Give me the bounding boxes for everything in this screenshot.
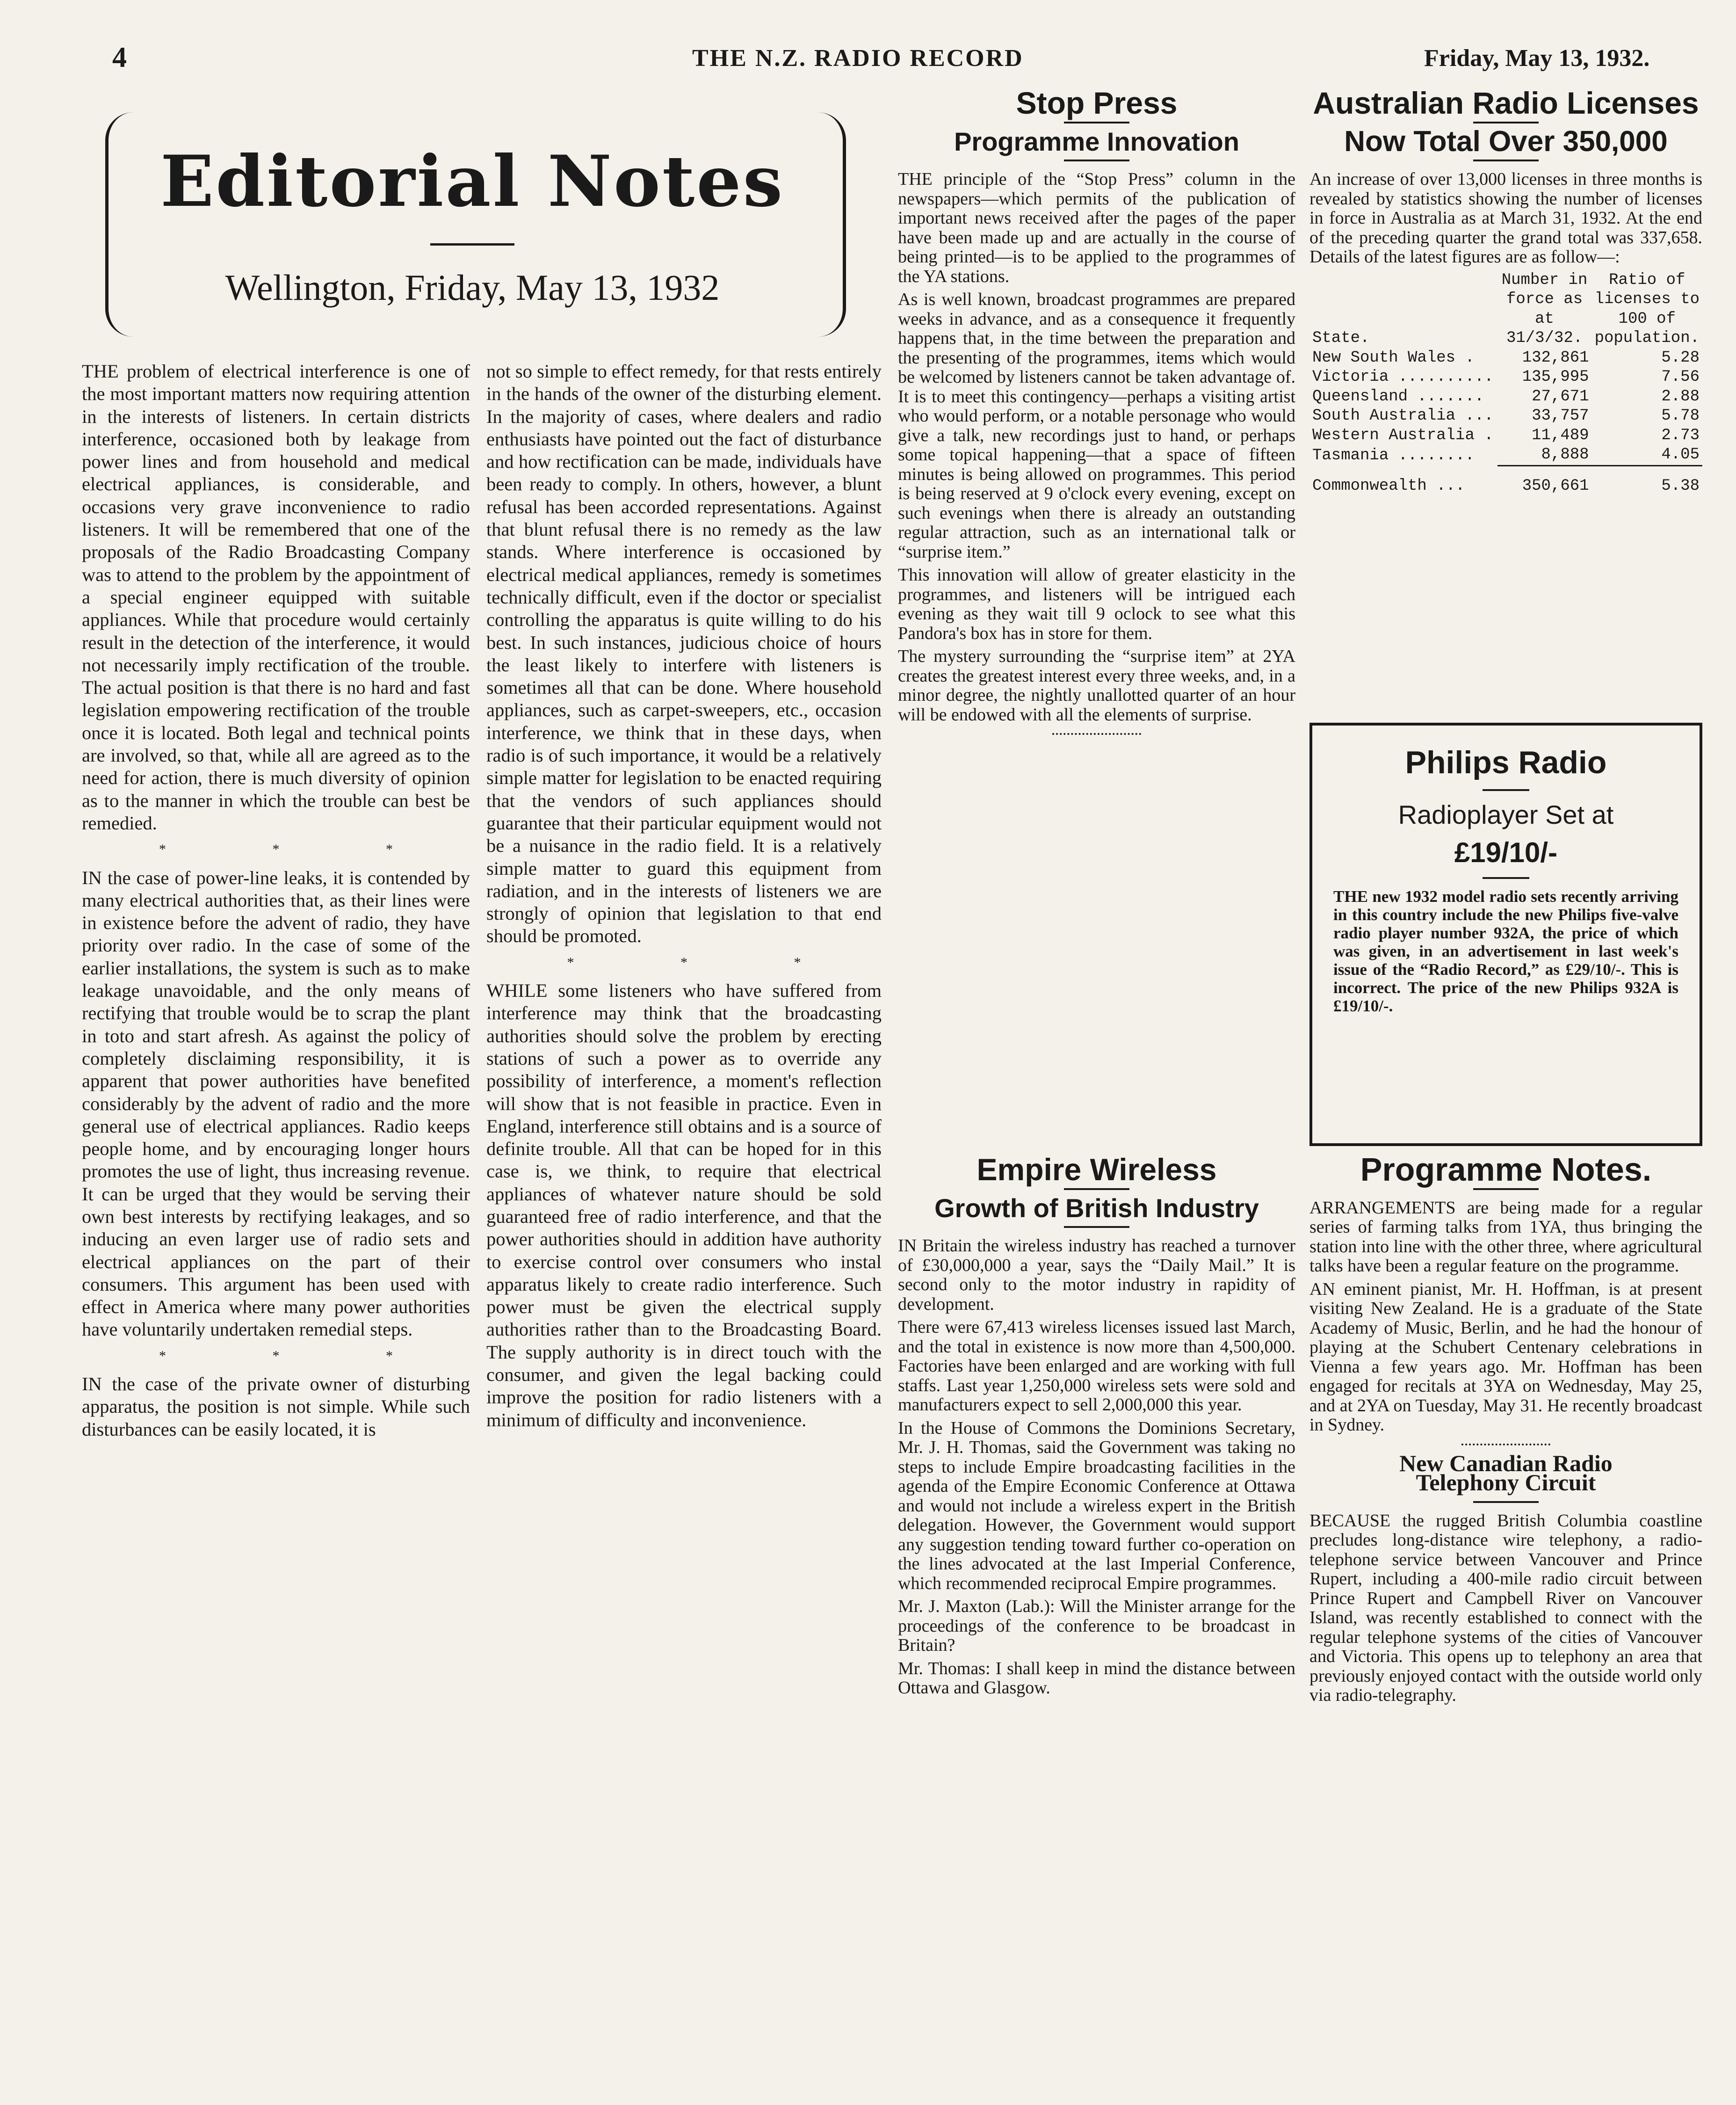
heading-rule: [1473, 160, 1539, 161]
page-number: 4: [112, 42, 127, 73]
empire-wireless-paragraph: Mr. Thomas: I shall keep in mind the distance between Ottawa and Glasgow.: [898, 1658, 1295, 1698]
stop-press-paragraph: The mystery surrounding the “surprise item” at 2YA creates the greatest interest every three weeks, and, in a minor degree, the nightly unallotted quarter of an hour will be endowed with all the elements of surprise.: [898, 646, 1295, 725]
empire-wireless-paragraph: In the House of Commons the Dominions Secretary, Mr. J. H. Thomas, said the Government was taking no steps to include Empire broadcasting facilities in the agenda of the Empire Economic Conference at Ottawa and would not include a wireless expert in the British delegation. However, the Government would support any suggestion tending toward further co-operation on the lines advocated at the last Imperial Conference, which recommended reciprocal Empire programmes.: [898, 1418, 1295, 1593]
ratio-cell: 2.73: [1661, 426, 1700, 444]
empire-wireless-paragraph: There were 67,413 wireless licenses issued last March, and the total in existence is now more than 4,500,000. Factories have been enlarged and are working with full staffs. Last year 1,250,000 wireless sets were sold and manufacturers expect to sell 2,000,000 this year.: [898, 1317, 1295, 1415]
table-row: [1309, 426, 1702, 446]
number-cell: 350,661: [1522, 477, 1589, 495]
column-header: Ratio of licenses to 100 of population.: [1594, 271, 1700, 347]
australian-licenses-intro: An increase of over 13,000 licenses in three months is revealed by statistics showing the number of licenses in force in Australia as at March 31, 1932. At the end of the preceding quarter the grand total was 337,658. Details of the latest figures are as follow—:: [1309, 169, 1702, 267]
philips-ad-price: £19/10/-: [1454, 837, 1558, 868]
section-stars: * * *: [159, 1348, 444, 1364]
empire-wireless-paragraph: Mr. J. Maxton (Lab.): Will the Minister arrange for the proceedings of the conference to be broadcast in Britain?: [898, 1597, 1295, 1655]
canadian-body: BECAUSE the rugged British Columbia coastline precludes long-distance wire telephony, a radio-telephone service between Vancouver and Prince Rupert, including a 400-mile radio circuit between Prince Rupert and Campbell River on Vancouver Island, was recently established to connect with the regular telephone systems of the cities of Vancouver and Victoria. This opens up to telephony an area that previously enjoyed contact with the outside world only via radio-telegraphy.: [1309, 1510, 1702, 1705]
state-cell: Queensland .......: [1312, 387, 1484, 406]
ratio-cell: 2.88: [1661, 387, 1700, 406]
heading-rule: [1064, 122, 1129, 123]
licenses-table-header: [1309, 271, 1702, 348]
editorial-paragraph: IN the case of power-line leaks, it is contended by many electrical authorities that, as their lines were in existence before the advent of radio, they have priority over radio. In the case of some of the earlier installations, the system is such as to make leakage unavoidable, and the only means of rectifying that trouble would be to scrap the plant in toto and start afresh. As against the policy of completely disclaiming responsibility, it is apparent that power authorities have benefited considerably by the advent of radio and the more general use of electrical appliances. Radio keeps people home, and by encouraging longer hours promotes the use of light, thus increasing revenue. It can be urged that they would be serving their own best interests by rectifying leakages, and so inducing an even larger use of radio sets and electrical appliances on the part of their consumers. This argument has been used with effect in America where many power authorities have voluntarily undertaken remedial steps.: [82, 867, 470, 1340]
section-stars: * * *: [159, 842, 444, 857]
empire-wireless-heading: Empire Wireless: [976, 1152, 1217, 1187]
number-cell: 8,888: [1497, 445, 1592, 465]
empire-wireless-paragraph: IN Britain the wireless industry has reached a turnover of £30,000,000 a year, says the “Daily Mail.” It is second only to the motor industry in rapidity of development.: [898, 1236, 1295, 1314]
programme-notes-paragraph: ARRANGEMENTS are being made for a regular series of farming talks from 1YA, thus bringing the station into line with the other three, where agricultural talks have been a regular feature on the programme.: [1309, 1198, 1702, 1276]
table-total-row: [1309, 465, 1702, 496]
editorial-paragraph: WHILE some listeners who have suffered from interference may think that the broadcasting authorities should solve the problem by erecting stations of such a power as to override any possibility of interference, a moment's reflection will show that is not feasible in practice. Even in England, interference still obtains and is a source of definite trouble. All that can be hoped for in this case is, we think, to require that electrical appliances of whatever nature should be sold guaranteed free of radio interference, and that the power authorities should in addition have authority to exercise control over consumers who instal apparatus likely to create radio interference. Such power must be given the electrical supply authorities rather than to the Broadcasting Board. The supply authority is in direct touch with the consumer, and given the legal backing could improve the position for radio listeners with a minimum of difficulty and inconvenience.: [486, 980, 882, 1430]
editorial-dateline: Wellington, Friday, May 13, 1932: [225, 267, 720, 308]
australian-licenses-subheading: Now Total Over 350,000: [1344, 125, 1668, 158]
empire-wireless-column: [898, 1152, 1295, 1702]
philips-ad-body: THE new 1932 model radio sets recently arriving in this country include the new Philips five-valve radio player number 932A, the price of which was given, in an advertisement in last week's issue of the “Radio Record,” as £29/10/-. This is incorrect. The price of the new Philips 932A is £19/10/-.: [1333, 887, 1678, 1015]
state-cell: Western Australia .: [1312, 426, 1494, 444]
stop-press-column: [898, 86, 1295, 743]
state-cell: Tasmania ........: [1312, 446, 1475, 465]
paper-title: THE N.Z. RADIO RECORD: [692, 45, 1024, 72]
number-cell: 132,861: [1522, 348, 1589, 367]
editorial-paragraph: IN the case of the private owner of disturbing apparatus, the position is not simple. While such disturbances can be easily located, it is: [82, 1373, 470, 1440]
heading-rule: [1483, 877, 1529, 879]
editorial-column-2: [486, 360, 882, 1435]
table-row: [1309, 368, 1702, 387]
issue-date: Friday, May 13, 1932.: [1424, 45, 1650, 72]
table-row: [1309, 348, 1702, 368]
table-row: [1309, 445, 1702, 465]
stop-press-heading: Stop Press: [1016, 86, 1178, 120]
editorial-paragraph: THE problem of electrical interference is one of the most important matters now requiring attention in the interests of listeners. In certain districts interference, occasioned both by leakage from power lines and from household and medical electrical appliances, is considerable, and occasions very grave inconvenience to radio listeners. It will be remembered that one of the proposals of the Radio Broadcasting Company was to attend to the problem by the appointment of a special engineer equipped with suitable appliances. While that procedure would certainly result in the detection of the interference, it would not necessarily imply rectification of the trouble. The actual position is that there is no hard and fast legislation empowering rectification of the trouble once it is located. Both legal and technical points are involved, so that, while all are agreed as to the need for action, there is much diversity of opinion as to the manner in which the trouble can best be remedied.: [82, 361, 470, 834]
number-cell: 27,671: [1532, 387, 1589, 406]
heading-rule: [1473, 122, 1539, 123]
ratio-cell: 5.78: [1661, 407, 1700, 425]
editorial-paragraph: not so simple to effect remedy, for that rests entirely in the hands of the owner of the disturbing element. In the majority of cases, where dealers and radio enthusiasts have pointed out the fact of disturbance and how rectification can be made, individuals have been ready to comply. In others, however, a blunt refusal has been accorded representations. Against that blunt refusal there is no remedy as the law stands. Where interference is occasioned by electrical medical appliances, remedy is sometimes technically difficult, even if the doctor or specialist controlling the apparatus is quite willing to do his best. In such instances, judicious choice of hours the least likely to interfere with listeners is sometimes all that can be done. Where household appliances, such as carpet-sweepers, etc., occasion interference, we think that in these days, when radio is of such importance, it would be a relatively simple matter for legislation to be enacted requiring that the vendors of such appliances should guarantee that their particular equipment would not be a nuisance in the radio field. It is a relatively simple matter to guard this equipment from radiation, and in the interests of listeners we are strongly of opinion that legislation to that end should be promoted.: [486, 361, 882, 947]
number-cell: 11,489: [1532, 426, 1589, 444]
ratio-cell: 5.28: [1661, 348, 1700, 367]
programme-notes-heading: Programme Notes.: [1360, 1151, 1652, 1188]
programme-notes-column: [1309, 1151, 1702, 1709]
stop-press-paragraph: This innovation will allow of greater elasticity in the programmes, and listeners will be intrigued each evening as they wait till 9 oclock to see what this Pandora's box has in store for them.: [898, 565, 1295, 643]
state-cell: South Australia ...: [1312, 407, 1494, 425]
philips-ad-heading: Philips Radio: [1405, 745, 1607, 780]
programme-notes-paragraph: AN eminent pianist, Mr. H. Hoffman, is at present visiting New Zealand. He is a graduate of the State Academy of Music, Berlin, and he had the honour of playing at the Schubert Centenary celebrations in Vienna a few years ago. Mr. Hoffman has been engaged for recitals at 3YA on Wednesday, May 25, and at 2YA on Tuesday, May 31. He recently broadcast in Sydney.: [1309, 1279, 1702, 1435]
australian-licenses-heading: Australian Radio Licenses: [1313, 86, 1699, 120]
ratio-cell: 5.38: [1661, 477, 1700, 495]
licenses-table: [1309, 271, 1702, 496]
stop-press-paragraph: As is well known, broadcast programmes are prepared weeks in advance, and as a consequence it frequently happens that, in the time between the preparation and the presenting of the programmes, items which would be welcomed by listeners cannot be taken advantage of. It is to meet this contingency—perhaps a visiting artist who would perform, or a notable personage who would give a talk, new recordings just to hand, or perhaps some topical happening—that a space of fifteen minutes is being allowed on programmes. This period is being reserved at 9 o'clock every evening, except on such evenings when there is already an outstanding regular attraction, such as an international talk or “surprise item.”: [898, 290, 1295, 562]
editorial-heading-rule: [430, 243, 514, 246]
editorial-heading: Editorial Notes: [160, 140, 785, 223]
ratio-cell: 4.05: [1592, 445, 1702, 465]
editorial-column-1: [82, 360, 470, 1444]
section-divider: [1052, 733, 1141, 735]
number-cell: 135,995: [1522, 368, 1589, 386]
section-divider: [1461, 1444, 1550, 1445]
canadian-heading: New Canadian Radio Telephony Circuit: [1399, 1450, 1613, 1495]
empire-wireless-subheading: Growth of British Industry: [934, 1193, 1259, 1223]
heading-rule: [1064, 160, 1129, 161]
heading-rule: [1483, 789, 1529, 791]
state-cell: Victoria ..........: [1312, 368, 1494, 386]
australian-licenses-column: [1309, 86, 1702, 496]
number-cell: 33,757: [1532, 407, 1589, 425]
heading-rule: [1473, 1188, 1539, 1190]
table-row: [1309, 387, 1702, 407]
stop-press-subheading: Programme Innovation: [954, 126, 1239, 156]
philips-ad-subheading: Radioplayer Set at: [1398, 800, 1614, 829]
heading-rule: [1473, 1501, 1539, 1503]
stop-press-paragraph: THE principle of the “Stop Press” column in the newspapers—which permits of the publication of important news received after the pages of the paper have been made up and are actually in the course of being printed—is to be applied to the programmes of the YA stations.: [898, 169, 1295, 286]
ratio-cell: 7.56: [1661, 368, 1700, 386]
section-stars: * * *: [567, 954, 853, 970]
state-cell: Commonwealth ...: [1312, 477, 1465, 495]
column-header: Number in force as at 31/3/32.: [1501, 271, 1588, 347]
state-cell: New South Wales .: [1312, 348, 1475, 367]
table-row: [1309, 406, 1702, 426]
philips-ad: [1309, 723, 1702, 1146]
column-header: State.: [1312, 329, 1370, 347]
heading-rule: [1064, 1188, 1129, 1190]
heading-rule: [1064, 1226, 1129, 1228]
